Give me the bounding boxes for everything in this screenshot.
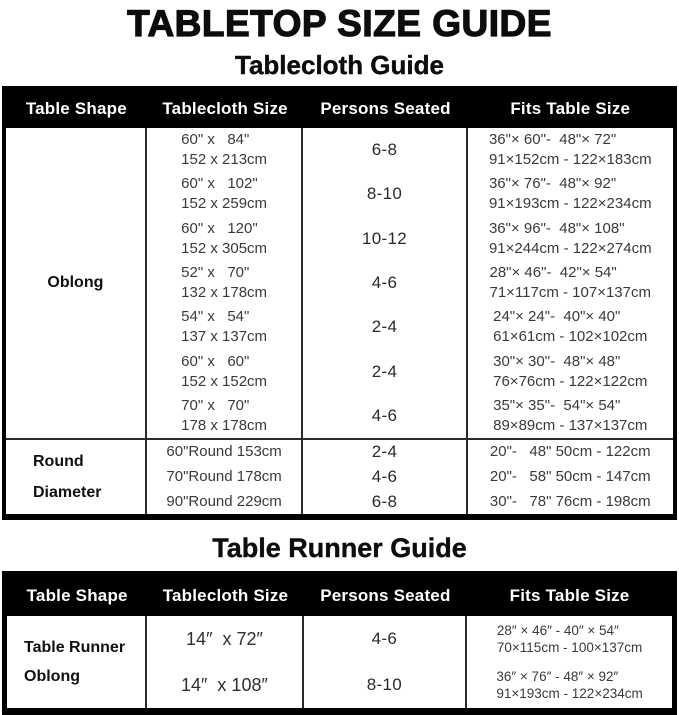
fits-cm-line: 70×115cm - 100×137cm [496,640,643,656]
persons-seated-cell: 4-6 [304,616,468,662]
tablecloth-size-cell [147,128,304,172]
persons-seated-cell: 2-4 [303,305,467,349]
header-persons-seated: Persons Seated [320,586,451,606]
size-cm-line: 152 x 152cm [181,372,268,390]
runner-size-line: 14″ x 108″ [181,675,268,696]
fits-table-size-cell [468,465,673,490]
round-size-line: 60"Round 153cm [166,443,282,461]
tablecloth-size-cell [147,349,304,393]
fits-cm-line: 76×76cm - 122×122cm [493,372,648,390]
fits-inches-line: 24"× 24"- 40"× 40" [493,308,621,326]
fits-inches-line: 28"× 46"- 42"× 54" [489,264,617,282]
header-fits-table-size: Fits Table Size [510,99,631,118]
round-size-line: 90"Round 229cm [166,492,282,510]
fits-table-size-cell [467,662,672,708]
persons-seated-cell: 10-12 [303,217,467,261]
round-fits-line: 20"- 48" 50cm - 122cm [489,443,651,461]
size-inches-line: 70" x 70" [181,396,250,414]
fits-table-size-cell [468,172,673,216]
header-table-shape: Table Shape [26,586,128,606]
fits-inches-line: 36"× 96"- 48"× 108" [488,219,625,237]
size-inches-line: 52" x 70" [181,264,250,282]
tablecloth-size-cell [147,489,304,514]
persons-seated-cell: 4-6 [303,394,467,438]
shape-diameter-line: Diameter [33,483,102,501]
fits-inches-line: 36"× 60"- 48"× 72" [488,131,617,149]
size-cm-line: 137 x 137cm [181,328,268,346]
tablecloth-size-cell [147,465,304,490]
tablecloth-size-cell [147,616,303,662]
table-runner-guide-table [2,571,677,715]
shape-label-round-diameter [6,440,147,514]
fits-table-size-cell [468,305,673,349]
fits-inches-line: 28″ × 46″ - 40″ × 54″ [496,622,619,638]
header-fits-table-size: Fits Table Size [509,586,630,606]
tablecloth-size-cell [147,261,304,305]
fits-cm-line: 71×117cm - 107×137cm [489,284,651,302]
fits-inches-line: 36"× 76"- 48"× 92" [488,175,617,193]
persons-seated-cell: 4-6 [303,465,467,490]
fits-table-size-cell [468,394,673,438]
round-diameter-section [6,438,673,514]
runner-section [7,616,672,708]
size-cm-line: 152 x 305cm [181,239,268,257]
tablecloth-size-cell [147,662,303,708]
header-table-shape: Table Shape [25,99,127,118]
header-tablecloth-size: Tablecloth Size [162,586,289,606]
size-cm-line: 152 x 213cm [181,151,268,169]
tablecloth-guide-title: Tablecloth Guide [235,50,444,80]
size-inches-line: 54" x 54" [181,308,250,326]
round-size-line: 70"Round 178cm [166,468,282,486]
shape-label-oblong: Oblong [6,128,147,438]
tablecloth-size-cell [147,217,304,261]
size-inches-line: 60" x 84" [181,131,250,149]
fits-cm-line: 91×244cm - 122×274cm [488,239,652,257]
size-inches-line: 60" x 60" [181,352,250,370]
fits-table-size-cell [468,261,673,305]
persons-seated-cell: 6-8 [303,128,467,172]
shape-round-line: Round [33,452,84,470]
fits-cm-line: 91×193cm - 122×234cm [496,686,643,702]
persons-seated-cell: 2-4 [303,440,467,465]
fits-table-size-cell [468,489,673,514]
table-runner-guide-title: Table Runner Guide [212,533,467,564]
round-fits-line: 20"- 58" 50cm - 147cm [489,468,651,486]
fits-table-size-cell [468,440,673,465]
persons-seated-cell: 4-6 [303,261,467,305]
fits-table-size-cell [468,349,673,393]
size-cm-line: 152 x 259cm [181,195,268,213]
persons-seated-cell: 2-4 [303,349,467,393]
tablecloth-size-cell [147,305,304,349]
fits-cm-line: 91×152cm - 122×183cm [488,151,652,169]
size-cm-line: 178 x 178cm [181,416,268,434]
fits-inches-line: 30"× 30"- 48"× 48" [493,352,621,370]
header-tablecloth-size: Tablecloth Size [162,99,288,118]
size-cm-line: 132 x 178cm [181,284,268,302]
persons-seated-cell: 6-8 [303,489,467,514]
size-inches-line: 60" x 120" [181,219,258,237]
tablecloth-table-header-row [6,90,673,128]
runner-size-line: 14″ x 72″ [186,629,263,650]
shape-table-runner-line: Table Runner [24,638,126,656]
fits-table-size-cell [468,128,673,172]
fits-table-size-cell [467,616,672,662]
persons-seated-cell: 8-10 [303,172,467,216]
shape-label-table-runner-oblong [7,616,147,708]
tablecloth-size-cell [147,440,304,465]
fits-cm-line: 89×89cm - 137×137cm [493,416,648,434]
round-fits-line: 30"- 78" 76cm - 198cm [489,492,651,510]
page-title: TABLETOP SIZE GUIDE [127,3,552,44]
size-inches-line: 60" x 102" [181,175,258,193]
runner-table-header-row [7,576,672,616]
persons-seated-cell: 8-10 [304,662,468,708]
fits-cm-line: 91×193cm - 122×234cm [488,195,652,213]
tablecloth-size-cell [147,394,304,438]
fits-table-size-cell [468,217,673,261]
header-persons-seated: Persons Seated [320,99,451,118]
fits-cm-line: 61×61cm - 102×102cm [493,328,648,346]
tablecloth-guide-table [2,86,677,520]
fits-inches-line: 35"× 35"- 54"× 54" [493,396,621,414]
fits-inches-line: 36″ × 76″ - 48″ × 92″ [496,668,619,684]
oblong-section [6,128,673,438]
shape-oblong-line: Oblong [24,667,80,685]
tablecloth-size-cell [147,172,304,216]
